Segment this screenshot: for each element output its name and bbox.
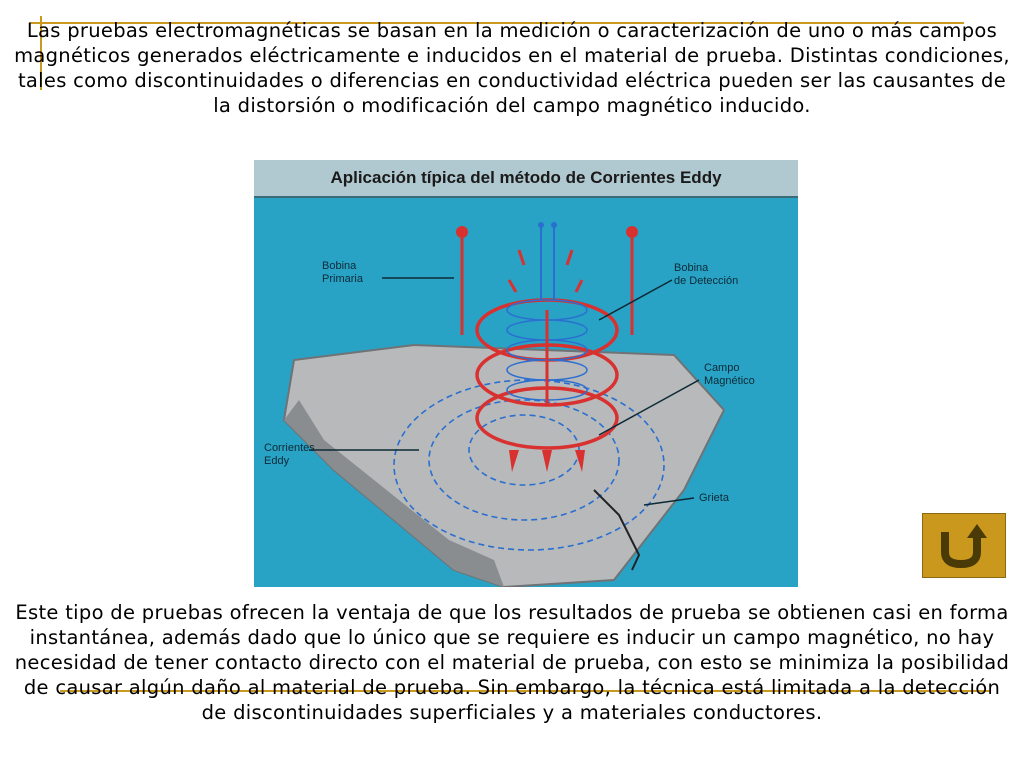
- label-corrientes-eddy: Corrientes Eddy: [264, 442, 315, 467]
- label-bobina-primaria: Bobina Primaria: [322, 260, 363, 285]
- label-bobina-deteccion: Bobina de Detección: [674, 262, 739, 287]
- return-arrow-icon: [923, 514, 1005, 577]
- intro-paragraph: Las pruebas electromagnéticas se basan en la medición o caracterización de uno o más campos magnéticos generados eléctricamente e inducidos en el material de prueba. Distintas condiciones, tales como discontinuidades o diferencias en conductividad eléctrica pueden ser las causantes de la distorsión o modificación del campo magnético inducido.: [14, 19, 1010, 117]
- figure-title: Aplicación típica del método de Corrientes Eddy: [254, 160, 798, 198]
- label-campo-magnetico: Campo Magnético: [704, 362, 755, 387]
- conclusion-paragraph: Este tipo de pruebas ofrecen la ventaja de que los resultados de prueba se obtienen casi en forma instantánea, además dado que lo único que se requiere es inducir un campo magnético, no hay necesidad de tener contacto directo con el material de prueba, con esto se minimiza la posibilidad de causar algún daño al material de prueba. Sin embargo, la técnica está limitada a la detección de discontinuidades superficiales y a materiales conductores.: [14, 601, 1010, 724]
- label-grieta: Grieta: [699, 492, 729, 504]
- eddy-current-figure: [254, 160, 798, 587]
- return-button[interactable]: [922, 513, 1006, 578]
